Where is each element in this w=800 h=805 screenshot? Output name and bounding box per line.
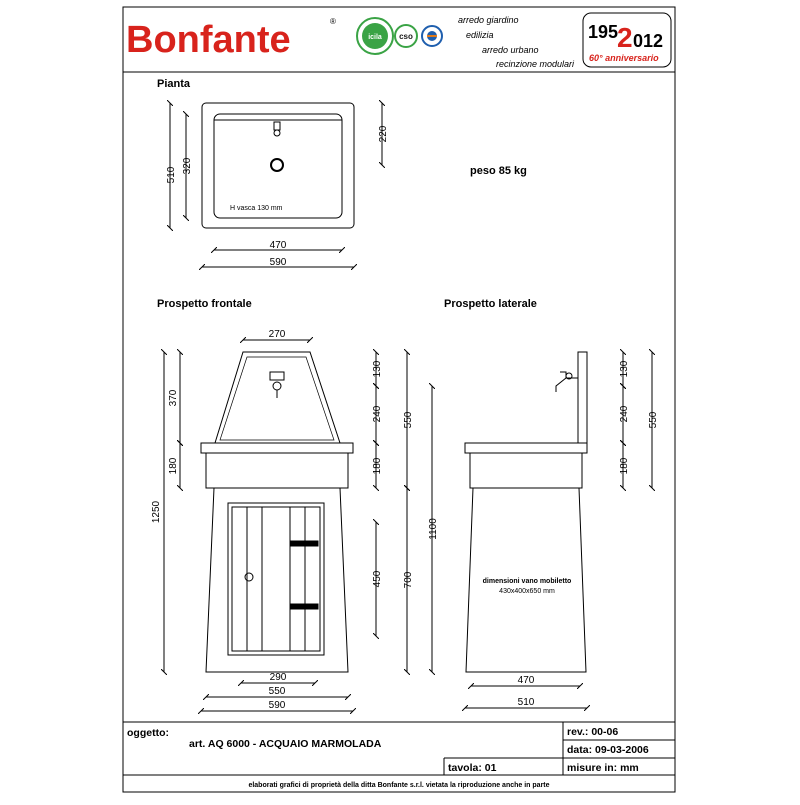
cabinet-space-dims: 430x400x650 mm bbox=[499, 588, 555, 595]
dim-front-240: 240 bbox=[372, 405, 383, 423]
dim-side-130: 130 bbox=[619, 360, 630, 378]
svg-text:icila: icila bbox=[368, 34, 382, 41]
article-title: art. AQ 6000 - ACQUAIO MARMOLADA bbox=[189, 738, 382, 750]
dim-side-510: 510 bbox=[517, 697, 535, 708]
dim-front-290: 290 bbox=[269, 672, 287, 683]
anniversary-year-start: 195 bbox=[588, 22, 619, 42]
dim-front-180: 180 bbox=[168, 457, 179, 475]
quality-cert-icon bbox=[422, 26, 442, 46]
tavola: tavola: 01 bbox=[448, 762, 497, 774]
tank-height-label: H vasca 130 mm bbox=[230, 205, 283, 212]
tagline-2: edilizia bbox=[466, 30, 494, 40]
dim-front-180b: 180 bbox=[372, 457, 383, 475]
dim-plan-320: 320 bbox=[182, 157, 193, 175]
plan-title: Pianta bbox=[157, 78, 191, 90]
svg-text:cso: cso bbox=[399, 32, 413, 41]
oggetto-label: oggetto: bbox=[127, 727, 169, 739]
tagline-4: recinzione modulari bbox=[496, 59, 575, 69]
dim-front-370: 370 bbox=[168, 389, 179, 407]
dim-front-1250: 1250 bbox=[151, 500, 162, 524]
front-title: Prospetto frontale bbox=[157, 298, 252, 310]
cabinet-space-label: dimensioni vano mobiletto bbox=[482, 578, 572, 585]
units: misure in: mm bbox=[567, 762, 639, 774]
dim-plan-590: 590 bbox=[269, 257, 287, 268]
dim-side-550: 550 bbox=[648, 411, 659, 429]
registered-mark: ® bbox=[330, 17, 336, 26]
footer-copyright: elaborati grafici di proprietà della ditta Bonfante s.r.l. vietata la riproduzione anche in parte bbox=[248, 782, 550, 789]
revision: rev.: 00-06 bbox=[567, 726, 619, 738]
front-view bbox=[164, 340, 432, 711]
anniversary-year-end: 012 bbox=[633, 31, 664, 51]
weight-label: peso 85 kg bbox=[470, 165, 527, 177]
dim-plan-470: 470 bbox=[269, 240, 287, 251]
side-view bbox=[465, 352, 652, 708]
dim-front-450: 450 bbox=[372, 570, 383, 588]
sheet-frame bbox=[123, 7, 675, 792]
anniversary-year-big: 2 bbox=[617, 22, 633, 53]
tagline-1: arredo giardino bbox=[458, 15, 519, 25]
header bbox=[126, 13, 671, 69]
date: data: 09-03-2006 bbox=[567, 744, 649, 756]
dim-side-1100: 1100 bbox=[428, 518, 439, 540]
dim-front-590: 590 bbox=[268, 700, 286, 711]
dim-plan-510: 510 bbox=[166, 166, 177, 184]
dim-side-240: 240 bbox=[619, 405, 630, 423]
icila-cert-icon bbox=[357, 18, 393, 54]
dim-front-700: 700 bbox=[403, 571, 414, 589]
dim-plan-220: 220 bbox=[378, 125, 389, 143]
dim-front-270: 270 bbox=[268, 329, 286, 340]
tagline-3: arredo urbano bbox=[482, 45, 539, 55]
dim-side-470: 470 bbox=[517, 675, 535, 686]
side-title: Prospetto laterale bbox=[444, 298, 537, 310]
brand-logo: Bonfante bbox=[126, 19, 291, 61]
cso-cert-icon bbox=[395, 25, 417, 47]
anniversary-text: 60° anniversario bbox=[589, 53, 659, 63]
dim-front-550w: 550 bbox=[268, 686, 286, 697]
dim-side-180: 180 bbox=[619, 457, 630, 475]
dim-front-130: 130 bbox=[372, 360, 383, 378]
dim-front-550: 550 bbox=[403, 411, 414, 429]
